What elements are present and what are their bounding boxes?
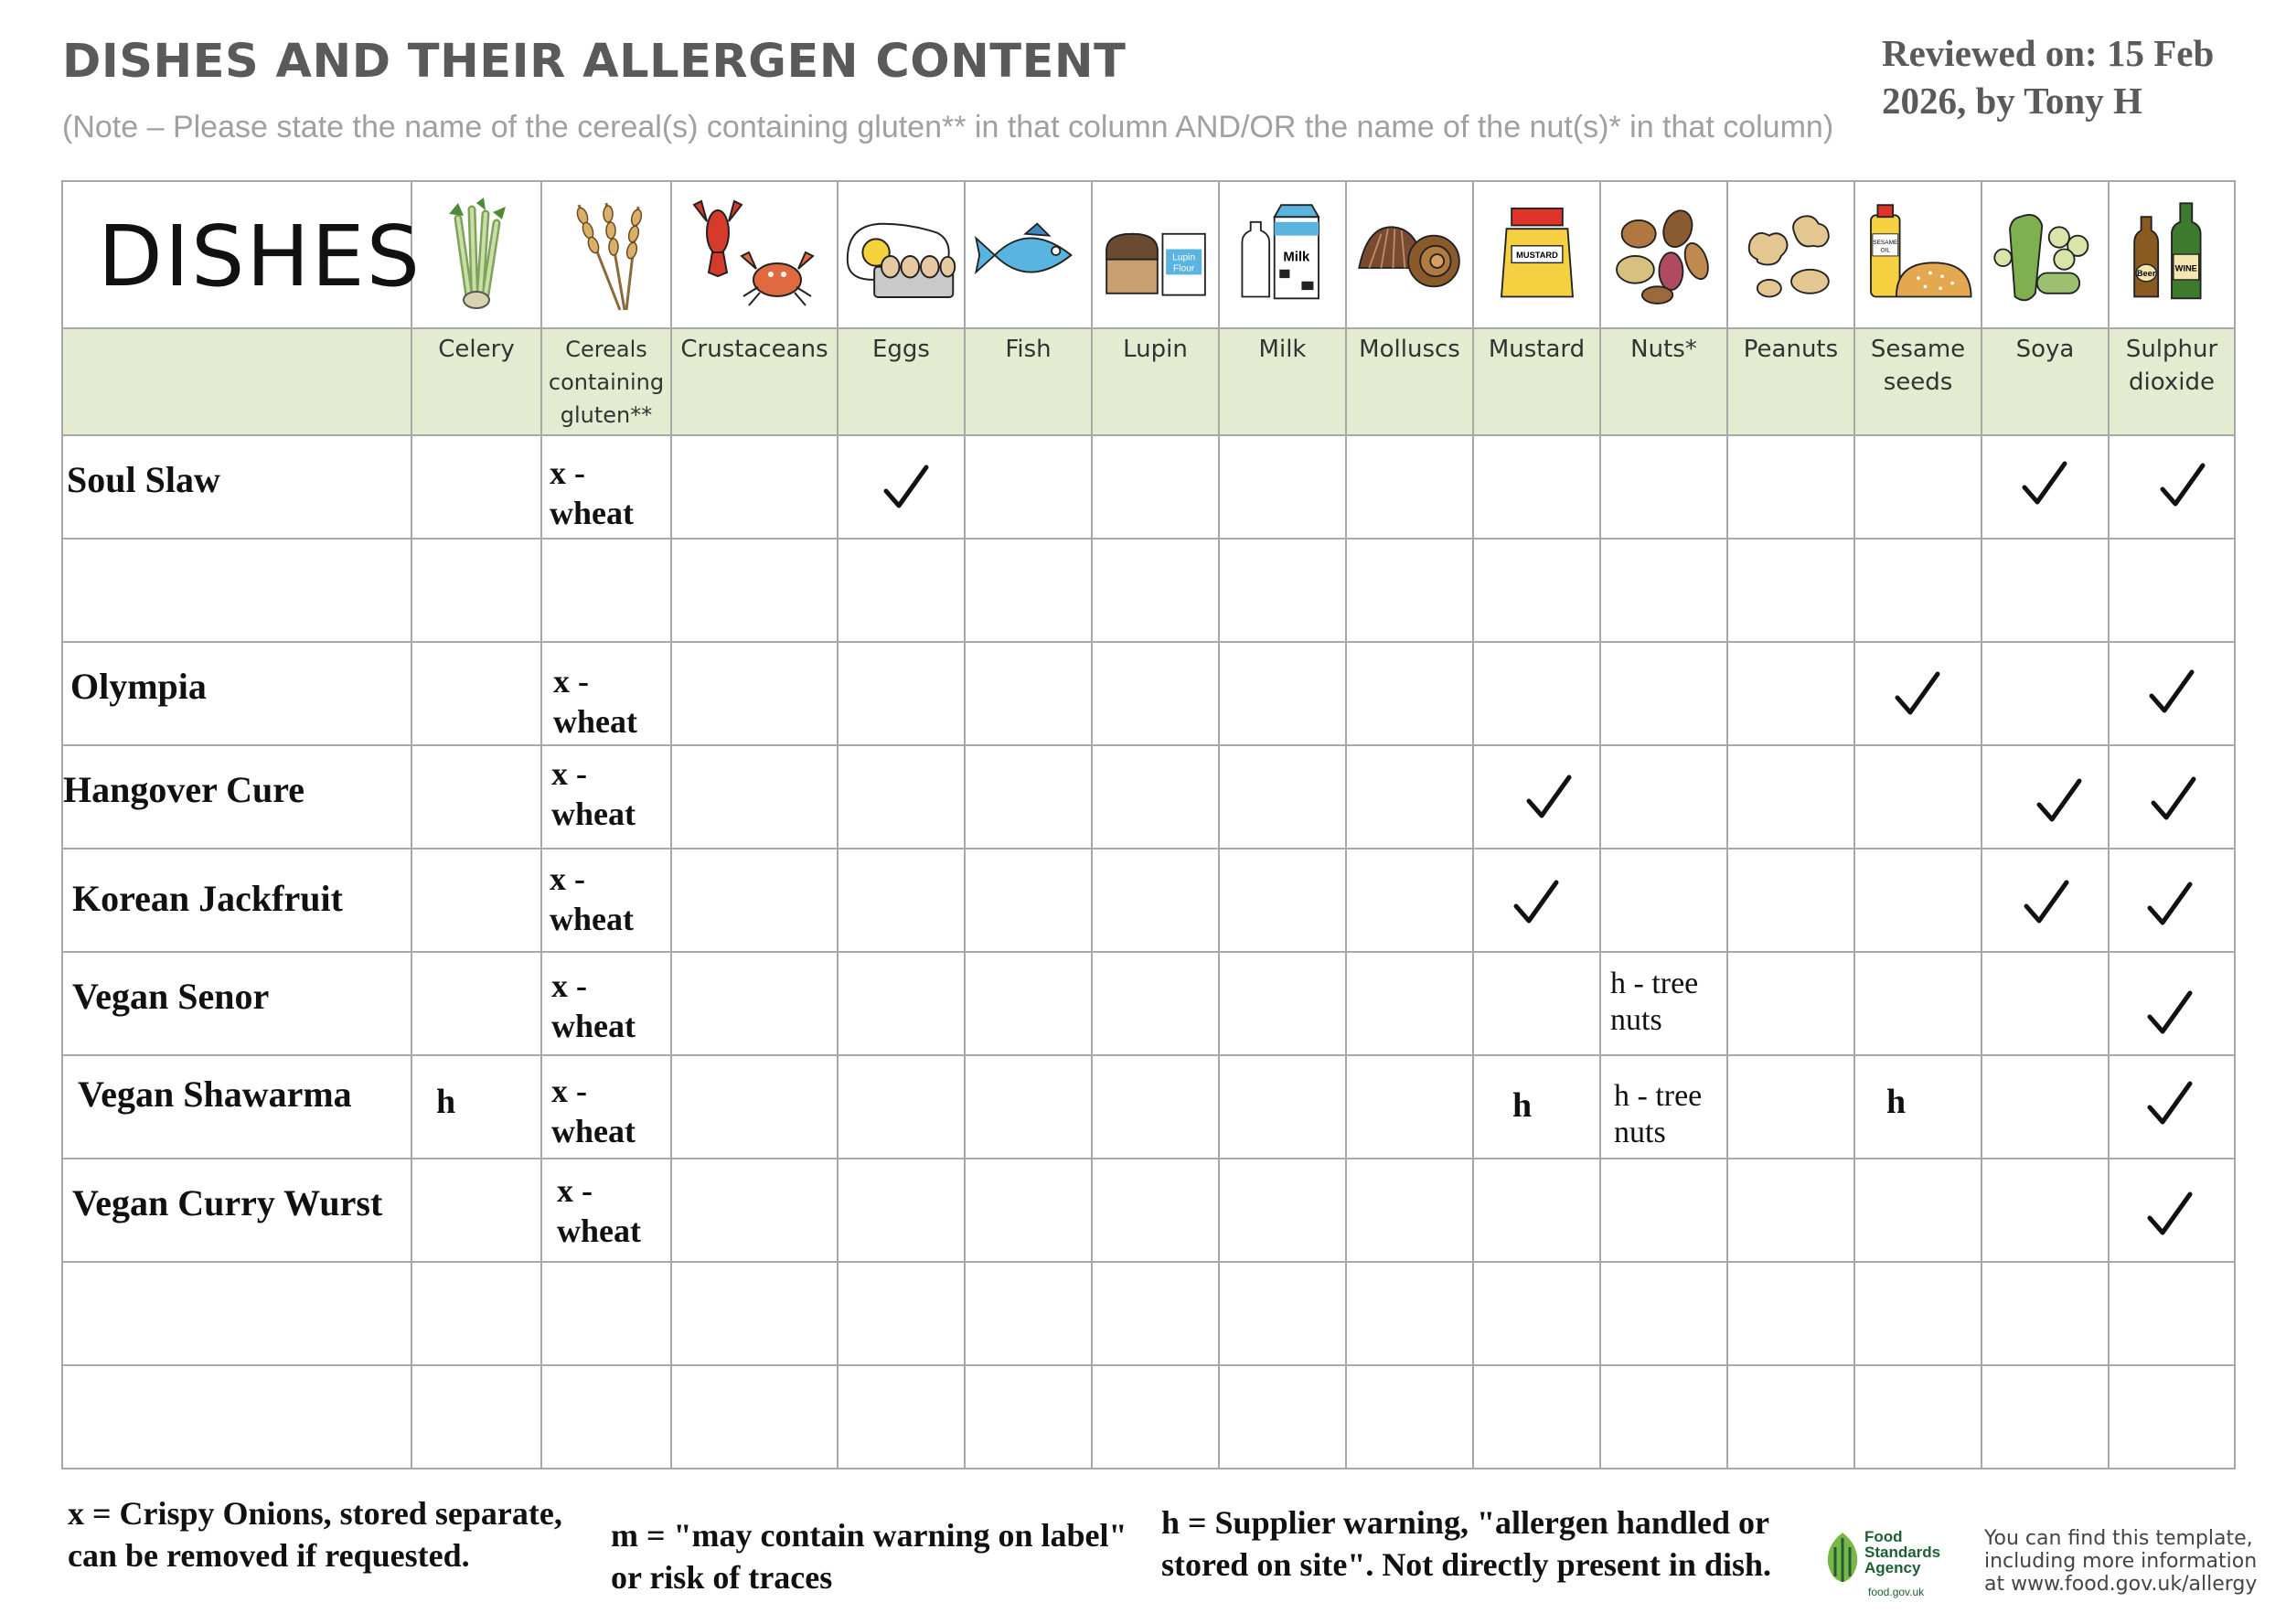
dish-cell <box>62 1055 411 1159</box>
celery-icon <box>422 196 531 315</box>
column-header-cereals: Cereals containing gluten** <box>541 328 671 435</box>
column-header-milk: Milk <box>1219 328 1346 435</box>
dish-name: Hangover Cure <box>63 769 305 810</box>
dish-name: Vegan Shawarma <box>78 1074 352 1115</box>
dish-name: Soul Slaw <box>67 459 220 500</box>
cell-eggs <box>838 435 965 539</box>
page-note: (Note – Please state the name of the cereal(s) containing gluten** in that column AND/OR the name of the nut(s)* in that column) <box>62 110 1834 144</box>
svg-text:Flour: Flour <box>1172 263 1194 274</box>
dish-cell <box>62 435 411 539</box>
svg-text:WINE: WINE <box>2174 263 2197 273</box>
table-row <box>62 435 2235 539</box>
column-icon-sulphur <box>2109 181 2235 328</box>
cell-sesame <box>1854 642 1982 745</box>
cell-h-tree-nuts: h - tree nuts <box>1614 1079 1703 1149</box>
dish-name: Olympia <box>70 666 207 707</box>
cell-x-wheat: x - wheat <box>551 1073 636 1149</box>
cell-h: h <box>1886 1083 1907 1121</box>
column-icon-crustaceans <box>671 181 838 328</box>
shells-icon <box>1351 196 1469 315</box>
tick-icon <box>2017 458 2072 513</box>
dish-name: Vegan Senor <box>72 976 270 1017</box>
cell-x-wheat: x - wheat <box>551 967 636 1044</box>
column-icon-nuts <box>1600 181 1727 328</box>
beer-wine-icon <box>2112 196 2231 315</box>
svg-text:SESAME: SESAME <box>1872 239 1897 246</box>
cell-cereals <box>541 745 671 849</box>
table-row <box>62 849 2235 952</box>
column-header-sesame: Sesame seeds <box>1854 328 1982 435</box>
dishes-heading-cell <box>62 181 422 328</box>
tick-icon <box>879 462 934 517</box>
tick-icon <box>2142 1078 2197 1133</box>
column-header-fish: Fish <box>965 328 1092 435</box>
cell-cereals <box>541 642 671 745</box>
column-header-mustard: Mustard <box>1473 328 1600 435</box>
cell-mustard <box>1473 1055 1600 1159</box>
fsa-leaf-icon <box>1824 1529 1861 1584</box>
dish-cell <box>62 642 411 745</box>
tick-icon <box>2146 774 2201 828</box>
table-row <box>62 539 2235 642</box>
svg-text:Milk: Milk <box>1282 250 1309 264</box>
column-icon-mustard <box>1473 181 1600 328</box>
table-row <box>62 642 2235 745</box>
allergen-table <box>61 180 2236 1469</box>
cell-h-tree-nuts: h - tree nuts <box>1610 967 1699 1037</box>
column-icon-celery <box>411 181 541 328</box>
legend-h: h = Supplier warning, "allergen handled or stored on site". Not directly present in dish. <box>1161 1504 1772 1583</box>
dish-name: Korean Jackfruit <box>72 878 343 919</box>
cell-sulphur <box>2109 849 2235 952</box>
cell-soya <box>1982 849 2109 952</box>
column-header-molluscs: Molluscs <box>1346 328 1473 435</box>
column-header-soya: Soya <box>1982 328 2109 435</box>
peanuts-icon <box>1732 196 1851 315</box>
column-icon-cereals <box>541 181 671 328</box>
milk-icon <box>1223 196 1342 315</box>
column-icon-sesame <box>1854 181 1982 328</box>
tick-icon <box>2155 460 2210 515</box>
column-icon-eggs <box>838 181 965 328</box>
nuts-icon <box>1605 196 1724 315</box>
svg-text:Beer: Beer <box>2136 268 2156 278</box>
cell-h: h <box>1512 1086 1533 1125</box>
tick-icon <box>2142 988 2197 1042</box>
cell-cereals <box>541 952 671 1055</box>
cell-sulphur <box>2109 1055 2235 1159</box>
reviewed-info: Reviewed on: 15 Feb 2026, by Tony H <box>1882 32 2215 122</box>
dish-cell <box>62 1365 411 1469</box>
tick-icon <box>2019 877 2074 932</box>
fsa-url: food.gov.uk <box>1868 1586 1925 1598</box>
fish-icon <box>969 196 1088 315</box>
table-row <box>62 1055 2235 1159</box>
cell-x-wheat: x - wheat <box>550 454 634 531</box>
dish-cell <box>62 1262 411 1365</box>
svg-text:OIL: OIL <box>1880 246 1890 253</box>
table-row <box>62 745 2235 849</box>
column-label-row <box>62 328 2235 435</box>
legend-m: m = "may contain warning on label" or risk of traces <box>611 1517 1127 1596</box>
tick-icon <box>1890 668 1945 723</box>
tick-icon <box>2142 1189 2197 1244</box>
dish-cell <box>62 1159 411 1262</box>
cell-x-wheat: x - wheat <box>557 1172 641 1249</box>
soya-icon <box>1986 196 2105 315</box>
column-header-peanuts: Peanuts <box>1727 328 1854 435</box>
cell-sulphur <box>2109 952 2235 1055</box>
column-icon-peanuts <box>1727 181 1854 328</box>
tick-icon <box>1509 877 1564 932</box>
svg-text:Lupin: Lupin <box>1171 252 1195 263</box>
cell-mustard <box>1473 849 1600 952</box>
tick-icon <box>2144 667 2199 721</box>
cell-h: h <box>436 1083 456 1121</box>
column-header-crustaceans: Crustaceans <box>671 328 838 435</box>
mustard-icon <box>1478 196 1597 315</box>
cell-sulphur <box>2109 435 2235 539</box>
column-header-celery: Celery <box>411 328 541 435</box>
cell-cereals <box>541 1055 671 1159</box>
cell-sulphur <box>2109 1159 2235 1262</box>
legend-x: x = Crispy Onions, stored separate, can be removed if requested. <box>68 1495 562 1574</box>
eggs-icon <box>839 196 964 315</box>
table-row <box>62 1365 2235 1469</box>
fsa-logo <box>1824 1529 1952 1602</box>
dish-cell <box>62 745 411 849</box>
cell-x-wheat: x - wheat <box>553 663 637 740</box>
cell-cereals <box>541 435 671 539</box>
tick-icon <box>2142 879 2197 934</box>
column-icon-fish <box>965 181 1092 328</box>
column-icon-soya <box>1982 181 2109 328</box>
table-row <box>62 1262 2235 1365</box>
dish-name: Vegan Curry Wurst <box>72 1182 383 1223</box>
column-icon-molluscs <box>1346 181 1473 328</box>
cell-celery <box>411 1055 541 1159</box>
dish-cell <box>62 952 411 1055</box>
dish-cell <box>62 539 411 642</box>
cell-cereals <box>541 1159 671 1262</box>
dishes-heading: DISHES <box>98 208 422 305</box>
cell-sulphur <box>2109 642 2235 745</box>
label-blank <box>62 328 411 435</box>
tick-icon <box>2032 775 2087 830</box>
cell-soya <box>1982 435 2109 539</box>
lobster-crab-icon <box>681 196 828 315</box>
column-header-nuts: Nuts* <box>1600 328 1727 435</box>
tick-icon <box>1522 772 1576 827</box>
cell-nuts <box>1600 952 1727 1055</box>
cell-mustard <box>1473 745 1600 849</box>
cell-sesame <box>1854 1055 1982 1159</box>
wheat-icon <box>551 196 661 315</box>
column-header-eggs: Eggs <box>838 328 965 435</box>
sesame-icon <box>1859 196 1978 315</box>
svg-text:MUSTARD: MUSTARD <box>1515 250 1558 260</box>
dish-cell <box>62 849 411 952</box>
icon-row <box>62 181 2235 328</box>
column-icon-milk <box>1219 181 1346 328</box>
column-icon-lupin <box>1092 181 1219 328</box>
column-header-sulphur: Sulphur dioxide <box>2109 328 2235 435</box>
page-title: DISHES AND THEIR ALLERGEN CONTENT <box>62 35 1127 89</box>
cell-sulphur <box>2109 745 2235 849</box>
cell-soya <box>1982 745 2109 849</box>
template-info: You can find this template, including more information at www.food.gov.uk/allergy <box>1984 1527 2258 1596</box>
lupin-flour-icon <box>1096 196 1215 315</box>
cell-nuts <box>1600 1055 1727 1159</box>
cell-x-wheat: x - wheat <box>550 860 634 937</box>
cell-x-wheat: x - wheat <box>551 755 636 832</box>
table-row <box>62 952 2235 1055</box>
column-header-lupin: Lupin <box>1092 328 1219 435</box>
cell-cereals <box>541 849 671 952</box>
table-row <box>62 1159 2235 1262</box>
fsa-name: Food Standards Agency <box>1864 1528 1941 1576</box>
